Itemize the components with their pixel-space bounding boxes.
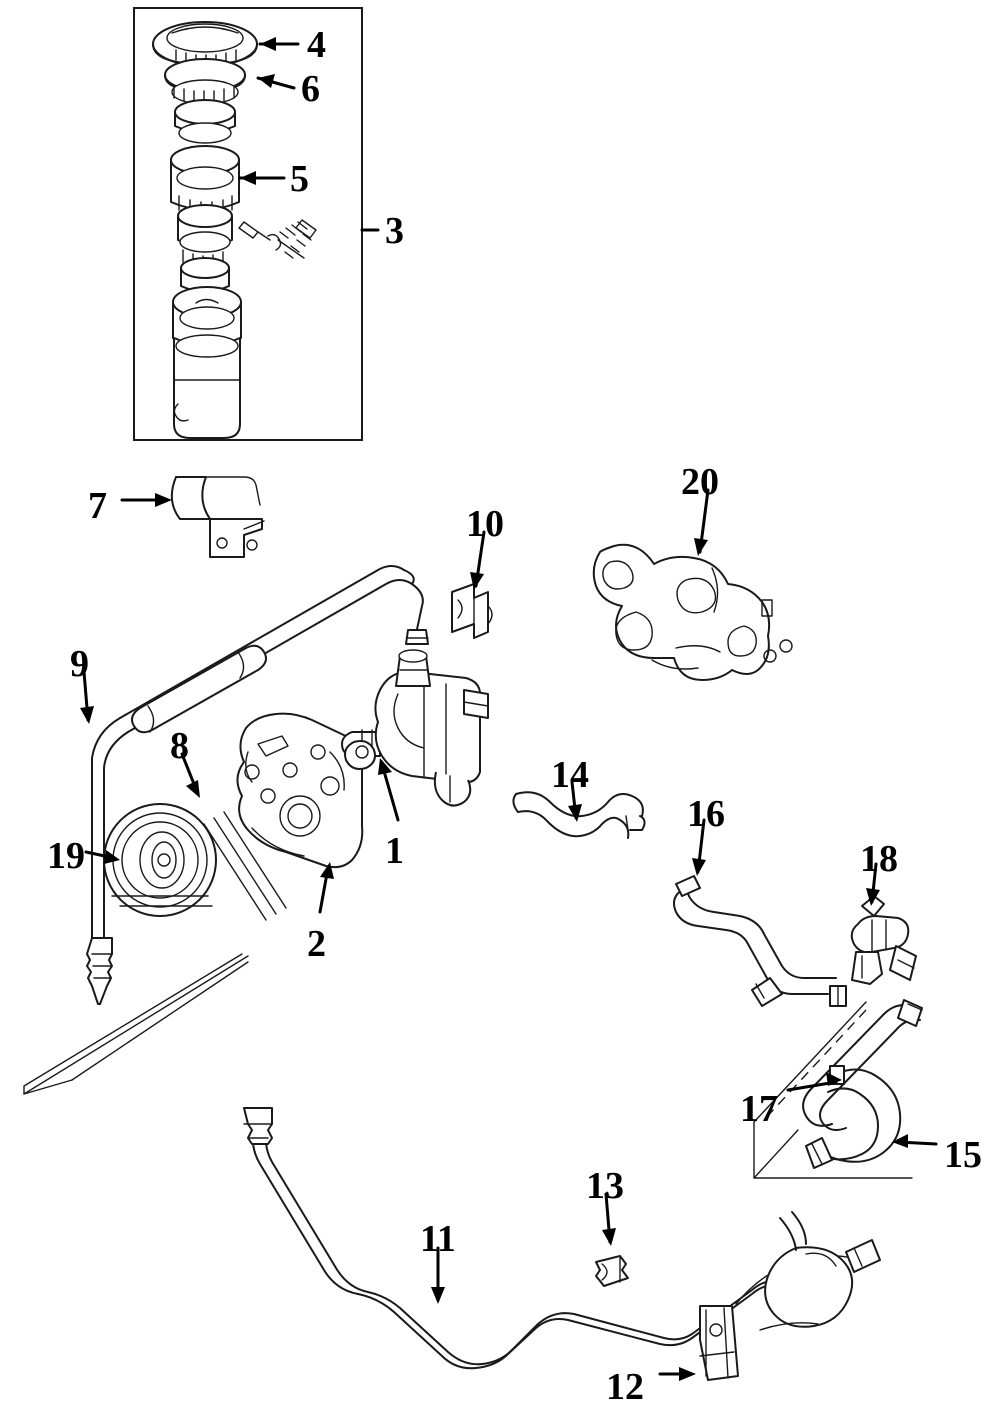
callout-17: 17 <box>740 1088 778 1130</box>
callout-4: 4 <box>307 24 326 66</box>
callout-13: 13 <box>586 1165 624 1207</box>
callout-20: 20 <box>681 461 719 503</box>
callout-16: 16 <box>687 793 725 835</box>
callout-18: 18 <box>860 838 898 880</box>
callout-9: 9 <box>70 643 89 685</box>
callout-6: 6 <box>301 68 320 110</box>
callout-1: 1 <box>385 830 404 872</box>
line-clip <box>596 1256 628 1286</box>
connector-hose <box>674 876 846 1006</box>
power-steering-pump <box>342 650 488 806</box>
callout-2: 2 <box>307 923 326 965</box>
callout-8: 8 <box>170 725 189 767</box>
steering-gear-partial <box>736 1212 880 1330</box>
tube-joint-fitting <box>852 896 916 984</box>
callout-10: 10 <box>466 503 504 545</box>
reservoir-assembly <box>153 22 316 438</box>
callout-15: 15 <box>944 1134 982 1176</box>
callout-14: 14 <box>551 754 589 796</box>
callout-5: 5 <box>290 158 309 200</box>
callout-11: 11 <box>420 1218 456 1260</box>
callout-3: 3 <box>385 210 404 252</box>
pump-support-bracket <box>594 545 792 680</box>
callout-7: 7 <box>88 485 107 527</box>
line-mounting-bracket <box>700 1306 738 1380</box>
reservoir-clamp-bracket <box>172 477 264 557</box>
hose-clamp-bracket <box>452 584 492 638</box>
callout-19: 19 <box>47 835 85 877</box>
callout-12: 12 <box>606 1366 644 1407</box>
suction-hose <box>513 792 644 838</box>
